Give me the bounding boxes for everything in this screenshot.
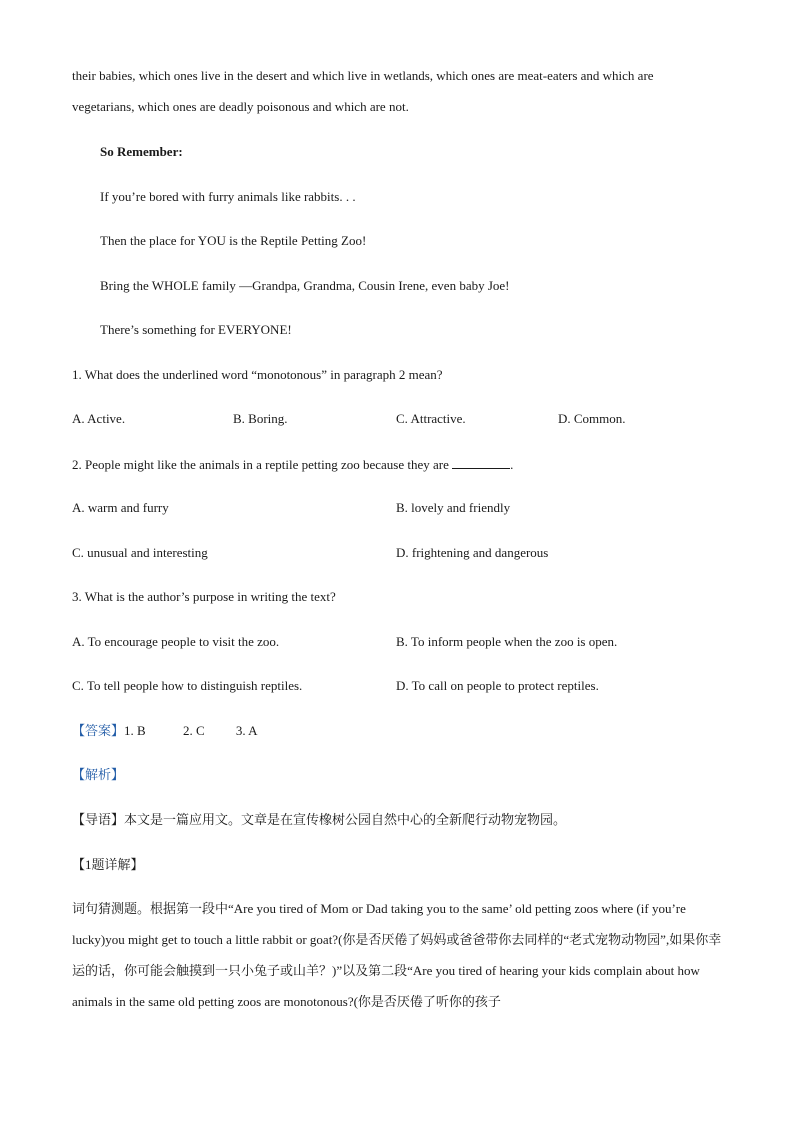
remember-line-1: If you’re bored with furry animals like rabbits. . . [100, 189, 356, 204]
remember-line-4: There’s something for EVERYONE! [100, 322, 292, 337]
answer-item-2: 2. C [182, 723, 205, 738]
question-2-stem: 2. People might like the animals in a reptile petting zoo because they are [72, 457, 449, 472]
remember-heading: So Remember: [100, 144, 183, 159]
question-1-stem: 1. What does the underlined word “monotonous” in paragraph 2 mean? [72, 367, 443, 382]
question-2-option-a: A. warm and furry [72, 500, 169, 515]
question-3-stem: 3. What is the author’s purpose in writing the text? [72, 589, 336, 604]
question-2-stem-row [72, 456, 513, 473]
question-3-option-a: A. To encourage people to visit the zoo. [72, 634, 280, 649]
analysis-label: 【解析】 [72, 767, 125, 782]
question-3-option-b: B. To inform people when the zoo is open. [396, 634, 618, 649]
answer-label: 【答案】 [72, 723, 125, 738]
question-2-option-d: D. frightening and dangerous [396, 545, 549, 560]
answer-item-1: 1. B [124, 723, 146, 738]
question-1-option-d: D. Common. [558, 411, 626, 426]
question-2-stem-end: . [510, 457, 514, 472]
question-3-option-c: C. To tell people how to distinguish reptiles. [72, 678, 303, 693]
guide-row [72, 812, 566, 828]
question-3-option-d: D. To call on people to protect reptiles. [396, 678, 599, 693]
question-1-option-c: C. Attractive. [396, 411, 466, 426]
question-1-option-b: B. Boring. [233, 411, 288, 426]
remember-line-3: Bring the WHOLE family —Grandpa, Grandma, Cousin Irene, even baby Joe! [100, 278, 510, 293]
question-2-option-b: B. lovely and friendly [396, 500, 511, 515]
detail-1-text: 词句猜测题。根据第一段中“Are you tired of Mom or Dad taking you to the same’ old petting zoos where (if you’re lucky)you might get to touch a little rabbit or goat?(你是否厌倦了妈妈或爸爸带你去同样的“老式宠物动物园”,如果你幸运的话，你可能会触摸到一只小兔子或山羊？)”以及第二段“Are you tired of hearing your kids complain about how animals in the same old petting zoos are monotonous?(你是否厌倦了听你的孩子 [72, 901, 722, 1009]
question-1-option-a: A. Active. [72, 411, 126, 426]
detail-1-label: 【1题详解】 [72, 857, 144, 872]
question-2-option-c: C. unusual and interesting [72, 545, 208, 560]
remember-line-2: Then the place for YOU is the Reptile Petting Zoo! [100, 233, 367, 248]
passage-line-2: vegetarians, which ones are deadly poisonous and which are not. [72, 99, 409, 114]
guide-label: 【导语】 [72, 812, 125, 827]
passage-line-1: their babies, which ones live in the desert and which live in wetlands, which ones are meat-eaters and which are [72, 68, 654, 83]
answer-row [72, 723, 258, 739]
guide-text: 本文是一篇应用文。文章是在宣传橡树公园自然中心的全新爬行动物宠物园。 [124, 812, 567, 827]
answer-blank [452, 456, 510, 469]
answer-item-3: 3. A [235, 723, 258, 738]
